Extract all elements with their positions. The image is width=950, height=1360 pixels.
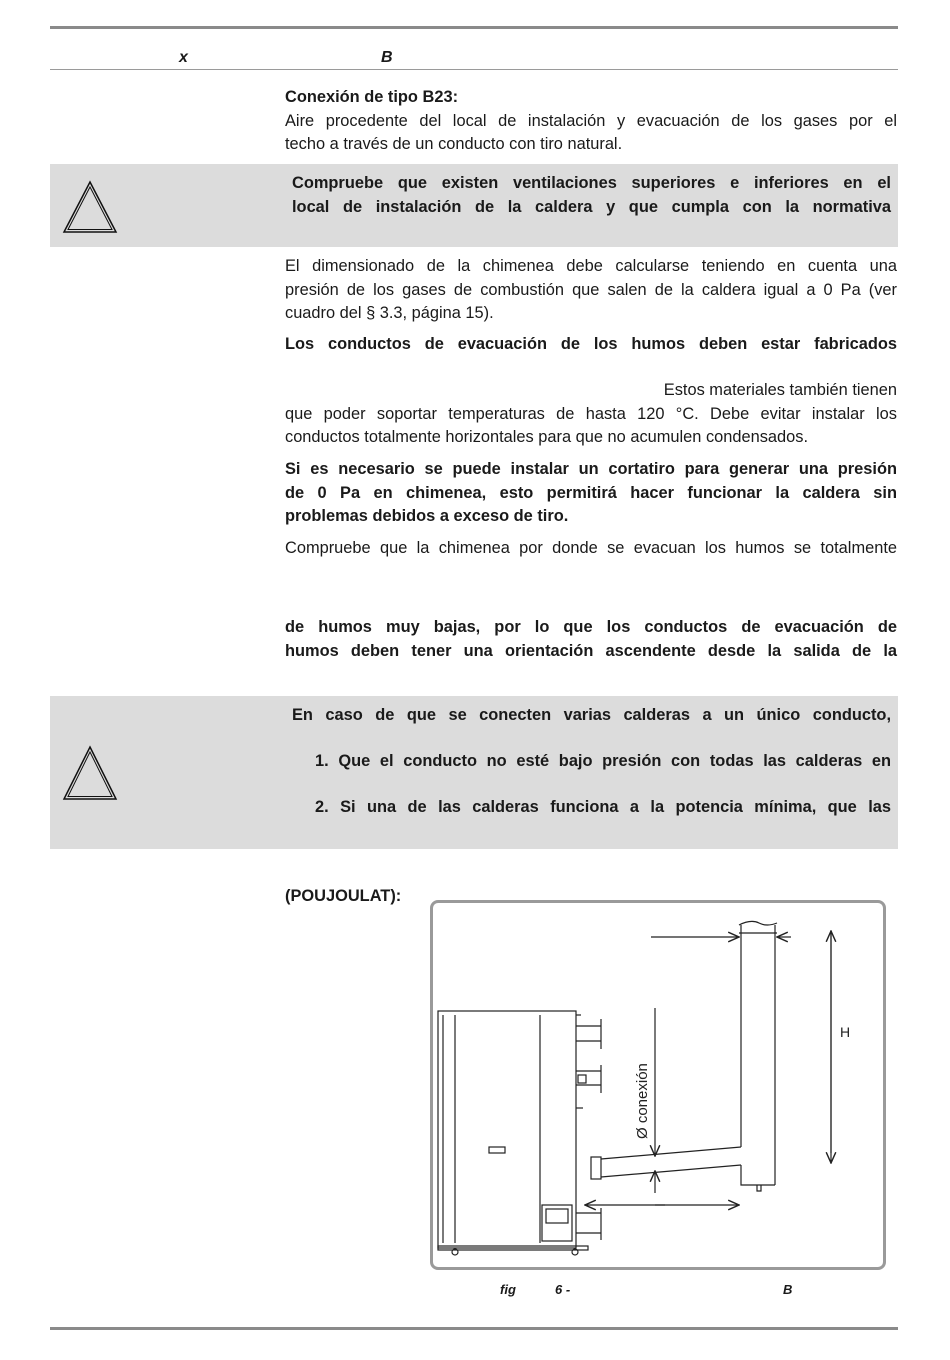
flue-materials-paragraph — [285, 333, 897, 357]
text-line: de 0 Pa en chimenea, esto permitirá hacer funcionar la caldera sin — [285, 483, 897, 502]
top-rule — [50, 26, 898, 29]
text-line: 1. Que el conducto no esté bajo presión con todas las calderas en — [315, 752, 891, 770]
text-line: problemas debidos a exceso de tiro. — [285, 507, 569, 525]
text-line: presión de los gases de combustión que salen de la caldera igual a 0 Pa (ver — [285, 280, 897, 299]
draught-regulator-paragraph — [285, 458, 897, 529]
temperature-paragraph — [285, 379, 897, 450]
boiler-body — [438, 1011, 576, 1248]
text-line: Los conductos de evacuación de los humos deben estar fabricados — [285, 335, 897, 353]
text-line: conductos totalmente horizontales para que no acumulen condensados. — [285, 428, 809, 446]
caption-suffix: B — [783, 1282, 793, 1297]
dim-h-label: H — [840, 1024, 851, 1040]
flue-diagram-frame — [430, 900, 886, 1270]
section-b23 — [285, 86, 897, 157]
warning-triangle-icon — [62, 745, 118, 801]
text-line: En caso de que se conecten varias calderas a un único conducto, — [292, 706, 891, 724]
warning-item-1 — [315, 750, 891, 774]
chimney-sizing-paragraph — [285, 255, 897, 326]
warning-intro — [292, 704, 891, 728]
caption-prefix: fig — [500, 1282, 516, 1297]
text-line: 2. Si una de las calderas funciona a la potencia mínima, que las — [315, 798, 891, 816]
text-line: que poder soportar temperaturas de hasta 120 °C. Debe evitar instalar los — [285, 404, 897, 423]
header-rule — [50, 69, 898, 70]
ascending-orientation-paragraph — [285, 616, 897, 663]
text-line: El dimensionado de la chimenea debe calcularse teniendo en cuenta una — [285, 257, 897, 275]
header-right: B — [381, 49, 393, 66]
caption-number: 6 - — [555, 1282, 571, 1297]
warning-triangle-icon — [62, 180, 118, 234]
text-line: Compruebe que la chimenea por donde se evacuan los humos se totalmente — [285, 539, 897, 557]
dim-conexion-label: Ø conexión — [634, 1063, 651, 1139]
text-line: cuadro del § 3.3, página 15). — [285, 304, 494, 322]
text-line: Estos materiales también tienen — [663, 381, 897, 399]
text-line: techo a través de un conducto con tiro natural. — [285, 135, 623, 153]
warning-box — [50, 164, 898, 247]
text-line: Compruebe que existen ventilaciones superiores e inferiores en el — [292, 174, 891, 192]
section-title: Conexión de tipo B23: — [285, 88, 459, 106]
flue-diagram — [433, 903, 883, 1267]
chimney-check-paragraph — [285, 537, 897, 561]
header-left: x — [179, 49, 188, 66]
text-line: local de instalación de la caldera y que cumpla con la normativa — [292, 197, 891, 216]
text-line: Si es necesario se puede instalar un cortatiro para generar una presión — [285, 460, 897, 478]
figure-label: (POUJOULAT): — [285, 887, 402, 905]
warning-item-2 — [315, 796, 891, 820]
warning-text — [292, 172, 891, 219]
text-line: de humos muy bajas, por lo que los conductos de evacuación de — [285, 618, 897, 636]
text-line: Aire procedente del local de instalación y evacuación de los gases por el — [285, 111, 897, 130]
text-line: humos deben tener una orientación ascendente desde la salida de la — [285, 641, 897, 660]
bottom-rule — [50, 1327, 898, 1330]
warning-box — [50, 696, 898, 849]
